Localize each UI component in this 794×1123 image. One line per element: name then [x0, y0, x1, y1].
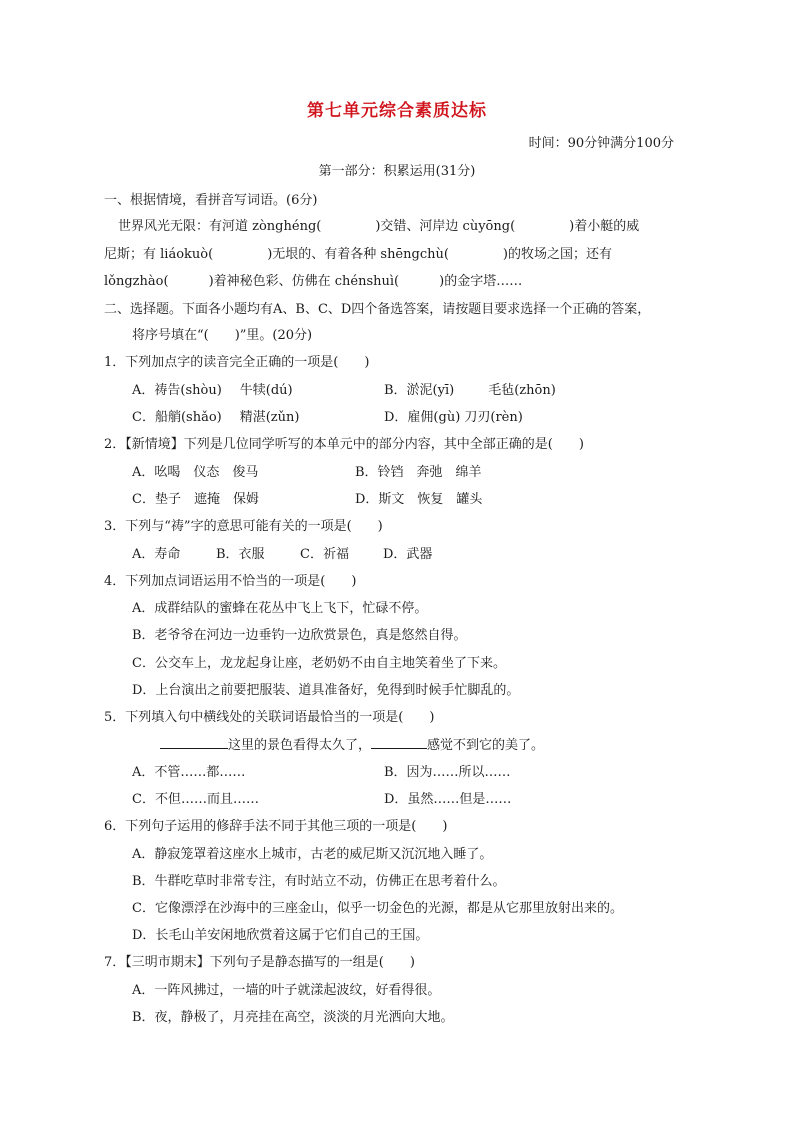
- q3-stem: 3．下列与“祷”字的意思可能有关的一项是( ): [104, 519, 383, 534]
- q2-option-b: B．铃铛 奔弛 绵羊: [355, 465, 482, 480]
- q5-sentence: 这里的景色看得太久了， 感觉不到它的美了。: [160, 734, 544, 753]
- q5-option-b: B．因为……所以……: [384, 765, 511, 780]
- pinyin-line-2: 尼斯；有 liáokuò( )无垠的、有着各种 shēngchù( )的牧场之国；还有: [104, 247, 612, 262]
- q4-option-c: C．公交车上，龙龙起身让座，老奶奶不由自主地笑着坐了下来。: [132, 656, 506, 671]
- section2-heading-cont: 将序号填在“( )”里。(20分): [132, 328, 313, 343]
- q6-stem: 6．下列句子运用的修辞手法不同于其他三项的一项是( ): [104, 819, 448, 834]
- q7-stem: 7．【三明市期末】下列句子是静态描写的一组是( ): [104, 955, 415, 970]
- fill-line[interactable]: [160, 736, 228, 749]
- q6-option-a: A．静寂笼罩着这座水上城市，古老的威尼斯又沉沉地入睡了。: [132, 847, 493, 862]
- q5-option-d: D．虽然……但是……: [384, 792, 512, 807]
- q1-stem: 1．下列加点字的读音完全正确的一项是( ): [104, 355, 370, 370]
- q4-option-a: A．成群结队的蜜蜂在花丛中飞上飞下，忙碌不停。: [132, 601, 428, 616]
- section1-heading: 一、根据情境，看拼音写词语。(6分): [104, 193, 318, 208]
- fill-line[interactable]: [371, 736, 427, 749]
- q6-option-c: C．它像漂浮在沙海中的三座金山，似乎一切金色的光源，都是从它那里放射出来的。: [132, 901, 623, 916]
- q6-option-d: D．长毛山羊安闲地欣赏着这属于它们自己的王国。: [132, 928, 429, 943]
- q5-option-a: A．不管……都……: [132, 765, 246, 780]
- q3-option-b: B．衣服: [216, 547, 265, 562]
- q4-option-b: B．老爷爷在河边一边垂钓一边欣赏景色，真是悠然自得。: [132, 628, 467, 643]
- part-heading: 第一部分：积累运用(31分): [318, 164, 476, 179]
- time-info: 时间：90分钟满分100分: [528, 136, 674, 151]
- q3-option-a: A．寿命: [132, 547, 181, 562]
- q2-option-d: D．斯文 恢复 罐头: [355, 492, 483, 507]
- q1-option-a: A．祷告(shòu) 牛犊(dú): [132, 383, 293, 398]
- q1-option-d: D．雇佣(gù) 刀刃(rèn): [384, 410, 523, 425]
- q5-option-c: C．不但……而且……: [132, 792, 259, 807]
- pinyin-line-1: 世界风光无限：有河道 zònghéng( )交错、河岸边 cùyōng( )着小艇的威: [118, 219, 640, 234]
- q6-option-b: B．牛群吃草时非常专注，有时站立不动，仿佛正在思考着什么。: [132, 874, 506, 889]
- q7-option-b: B．夜，静极了，月亮挂在高空，淡淡的月光洒向大地。: [132, 1010, 454, 1025]
- q4-stem: 4．下列加点词语运用不恰当的一项是( ): [104, 574, 357, 589]
- q2-option-a: A．吆喝 仪态 俊马: [132, 465, 259, 480]
- q1-option-c: C．船艄(shǎo) 精湛(zǔn): [132, 410, 300, 425]
- q2-option-c: C．垫子 遮掩 保姆: [132, 492, 259, 507]
- q4-option-d: D．上台演出之前要把服装、道具准备好，免得到时候手忙脚乱的。: [132, 683, 520, 698]
- page-title: 第七单元综合素质达标: [307, 101, 487, 121]
- q3-option-d: D．武器: [383, 547, 433, 562]
- q7-option-a: A．一阵风拂过，一墙的叶子就漾起波纹，好看得很。: [132, 983, 441, 998]
- section2-heading: 二、选择题。下面各小题均有A、B、C、D四个备选答案，请按题目要求选择一个正确的答案，: [104, 302, 651, 317]
- q1-option-b: B．淤泥(yī) 毛毡(zhōn): [384, 383, 556, 398]
- q3-option-c: C．祈福: [300, 547, 349, 562]
- pinyin-line-3: lǒngzhào( )着神秘色彩、仿佛在 chénshuì( )的金字塔……: [104, 274, 523, 289]
- q5-stem: 5．下列填入句中横线处的关联词语最恰当的一项是( ): [104, 710, 435, 725]
- q2-stem: 2．【新情境】下列是几位同学听写的本单元中的部分内容，其中全部正确的是( ): [104, 437, 584, 452]
